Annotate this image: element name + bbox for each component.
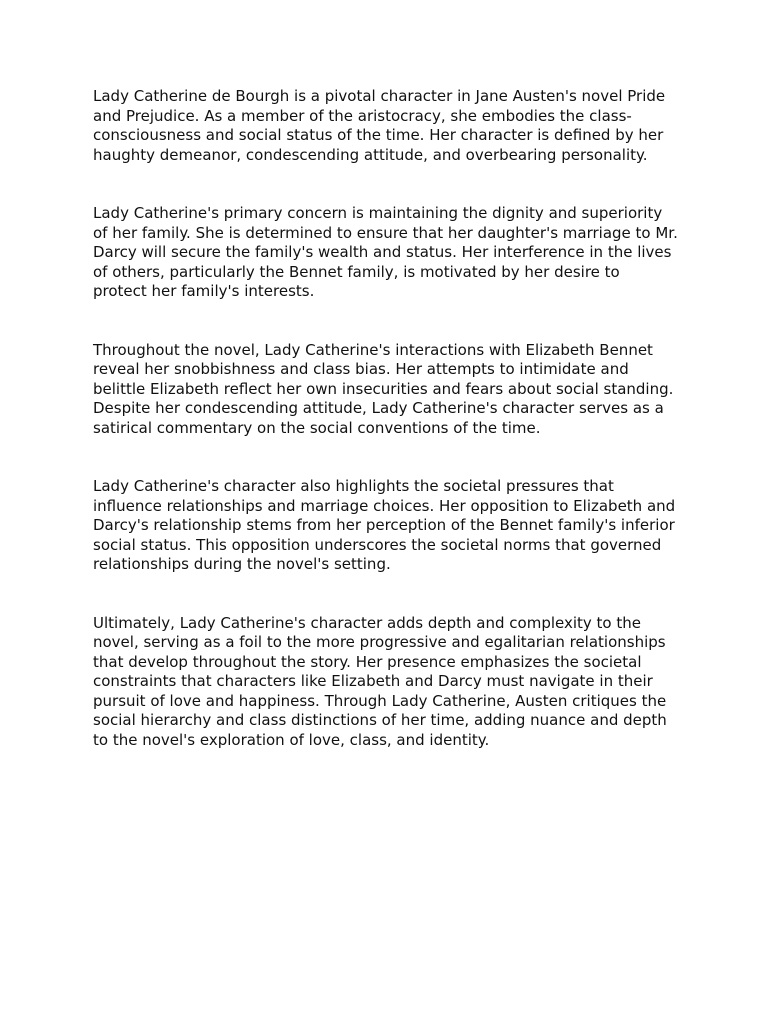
document-body xyxy=(93,87,678,789)
paragraph: Ultimately, Lady Catherine's character adds depth and complexity to the novel, serving as a foil to the more progressive and egalitarian relationships that develop throughout the story. Her presence emphasizes the societal constraints that characters like Elizabeth and Darcy must navigate in their pursuit of love and happiness. Through Lady Catherine, Austen critiques the social hierarchy and class distinctions of her time, adding nuance and depth to the novel's exploration of love, class, and identity. xyxy=(93,613,667,749)
paragraph: Throughout the novel, Lady Catherine's interactions with Elizabeth Bennet reveal her snobbishness and class bias. Her attempts to intimidate and belittle Elizabeth reflect her own insecurities and fears about social standing. Despite her condescending attitude, Lady Catherine's character serves as a satirical commentary on the social conventions of the time. xyxy=(93,340,674,437)
paragraph: Lady Catherine's primary concern is maintaining the dignity and superiority of her family. She is determined to ensure that her daughter's marriage to Mr. Darcy will secure the family's wealth and status. Her interference in the lives of others, particularly the Bennet family, is motivated by her desire to protect her family's interests. xyxy=(93,204,678,300)
paragraph: Lady Catherine de Bourgh is a pivotal character in Jane Austen's novel Pride and Prejudice. As a member of the aristocracy, she embodies the class-consciousness and social status of the time. Her character is defined by her haughty demeanor, condescending attitude, and overbearing personality. xyxy=(93,87,666,164)
paragraph: Lady Catherine's character also highlights the societal pressures that influence relationships and marriage choices. Her opposition to Elizabeth and Darcy's relationship stems from her perception of the Bennet family's inferior social status. This opposition underscores the societal norms that governed relationships during the novel's setting. xyxy=(93,477,676,573)
